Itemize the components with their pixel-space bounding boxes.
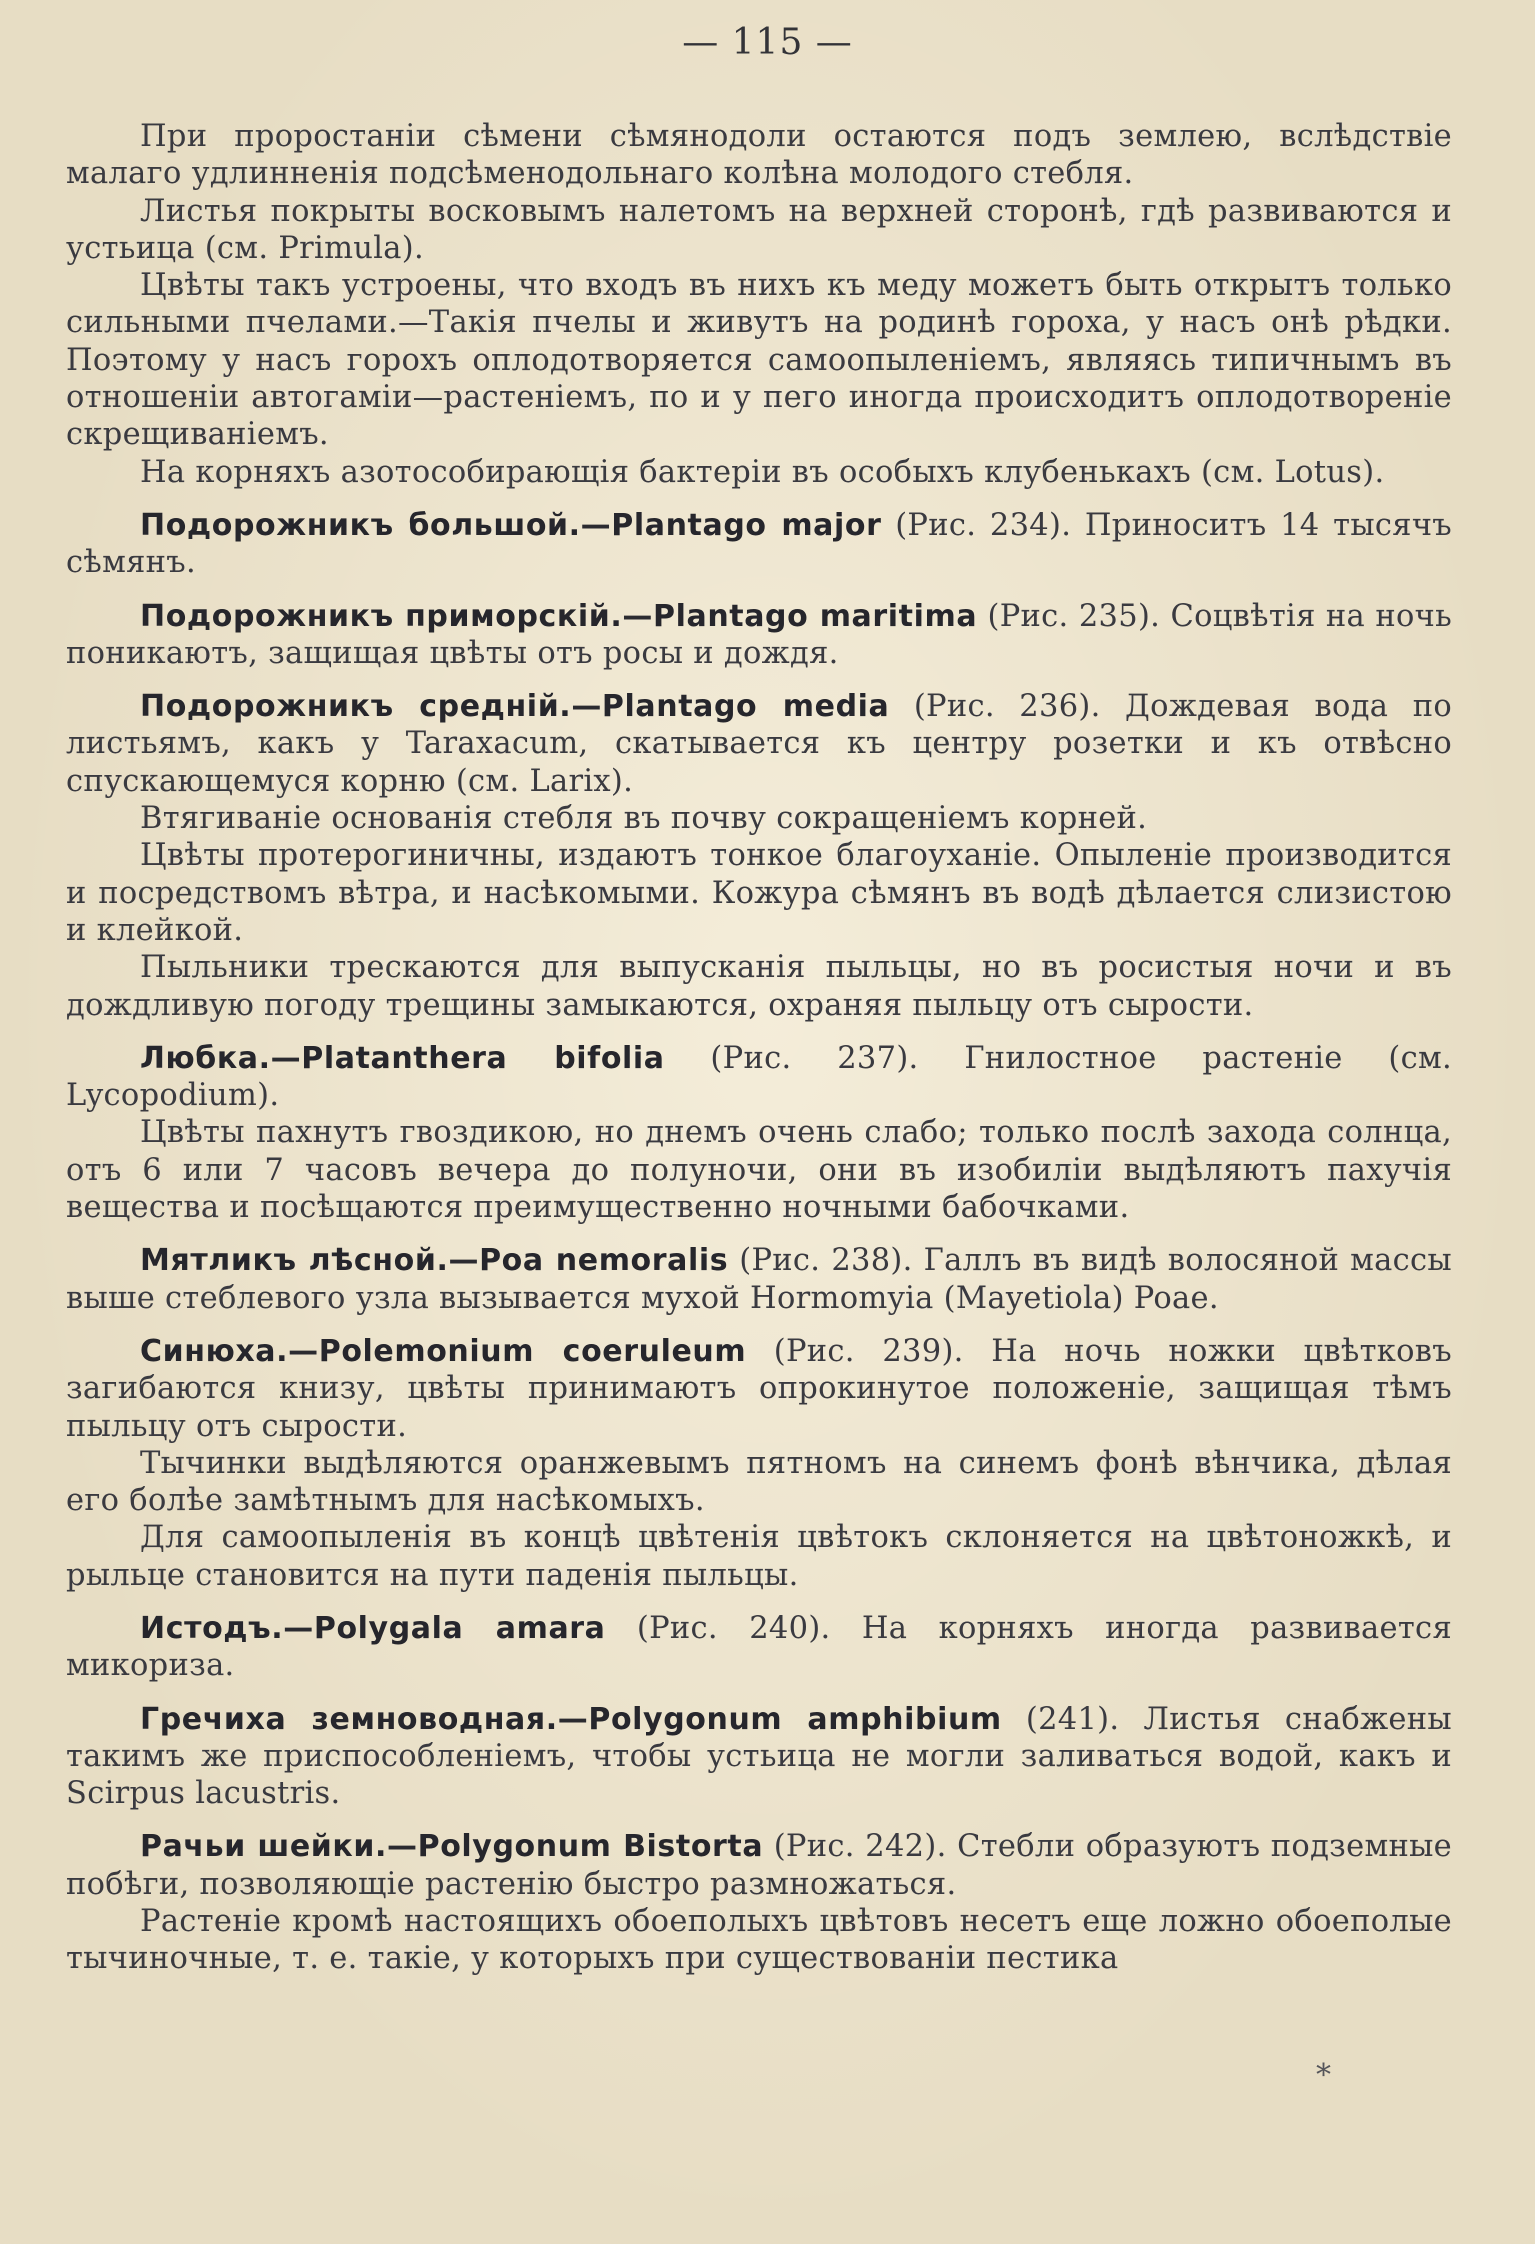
entry-lead — [66, 688, 1452, 800]
entry-text: (Рис. 237). Гнилостное растеніе (см. Lycopodium). — [66, 1040, 1452, 1114]
entry-dash: — — [288, 1333, 319, 1369]
entry-text: (Рис. 235). Соцвѣтія на ночь поникаютъ, защищая цвѣты отъ росы и дождя. — [66, 598, 1452, 671]
entry-russian-name: Подорожникъ большой. — [140, 507, 581, 543]
entry-latin-name: Plantago major — [611, 507, 882, 543]
entry-latin-name: Polemonium coeruleum — [318, 1333, 747, 1369]
entry-plantago-maritima — [66, 598, 1452, 673]
entry-latin-name: Plantago maritima — [653, 598, 978, 634]
entry-russian-name: Подорожникъ приморскій. — [140, 598, 623, 634]
entry-lead — [66, 1828, 1452, 1903]
entry-polygala-amara — [66, 1610, 1452, 1685]
entry-dash: — — [557, 1701, 589, 1737]
entry-latin-name: Poa nemoralis — [479, 1243, 729, 1279]
page-number: — 115 — — [682, 22, 853, 63]
entry-russian-name: Гречиха земноводная. — [140, 1701, 558, 1737]
continuation-block — [66, 118, 1452, 491]
entry-lead — [66, 1610, 1452, 1685]
entry-paragraph: Тычинки выдѣляются оранжевымъ пятномъ на синемъ фонѣ вѣнчика, дѣлая его болѣе замѣтнымъ для насѣкомыхъ. — [66, 1445, 1452, 1519]
entry-russian-name: Мятликъ лѣсной. — [140, 1243, 449, 1279]
entry-paragraph: Растеніе кромѣ настоящихъ обоеполыхъ цвѣтовъ несетъ еще ложно обоеполые тычиночные, т. е. такіе, у которыхъ при существованіи пестика — [66, 1904, 1452, 1977]
entry-text: (Рис. 236). Дождевая вода по листьямъ, какъ у Taraxacum, скатывается къ центру розетки и къ отвѣсно спускающемуся корню (см. Larix). — [66, 689, 1452, 799]
entry-plantago-media — [66, 688, 1452, 1024]
entry-russian-name: Истодъ. — [140, 1610, 284, 1646]
entry-text: (Рис. 234). Приноситъ 14 тысячъ сѣмянъ. — [66, 507, 1452, 581]
entry-russian-name: Любка. — [140, 1040, 271, 1076]
entry-dash: — — [571, 689, 602, 725]
entry-dash: — — [622, 598, 653, 634]
entry-lead — [66, 598, 1452, 673]
entry-text: (Рис. 238). Галлъ въ видѣ волосяной массы выше стеблевого узла вызывается мухой Hormomyia (Mayetiola) Poae. — [66, 1243, 1452, 1316]
entry-plantago-major — [66, 507, 1452, 582]
continuation-paragraph: На корняхъ азотособирающія бактеріи въ особыхъ клубенькахъ (см. Lotus). — [140, 454, 1385, 490]
entry-paragraph: Цвѣты пахнутъ гвоздикою, но днемъ очень слабо; только послѣ захода солнца, отъ 6 или 7 часовъ вечера до полуночи, они въ изобиліи выдѣляютъ пахучія вещества и посѣщаются преимущественно ночными бабочками. — [66, 1115, 1452, 1226]
entry-polygonum-bistorta — [66, 1828, 1452, 1977]
entry-paragraph: Цвѣты протерогиничны, издаютъ тонкое благоуханіе. Опыленіе производится и посредствомъ вѣтра, и насѣкомыми. Кожура сѣмянъ въ водѣ дѣлается слизистою и клейкой. — [66, 838, 1452, 948]
entry-lead — [66, 1242, 1452, 1317]
entry-lead — [66, 507, 1452, 582]
entry-poa-nemoralis — [66, 1242, 1452, 1317]
entry-russian-name: Рачьи шейки. — [140, 1829, 387, 1865]
entry-paragraph: Втягиваніе основанія стебля въ почву сокращеніемъ корней. — [140, 801, 1148, 837]
entry-latin-name: Polygonum Bistorta — [417, 1829, 764, 1865]
continuation-paragraph: Листья покрыты восковымъ налетомъ на верхней сторонѣ, гдѣ развиваются и устьица (см. Primula). — [66, 193, 1452, 266]
continuation-paragraph: При проростаніи сѣмени сѣмянодоли остаются подъ землею, вслѣдствіе малаго удлинненія подсѣменодольнаго колѣна молодого стебля. — [66, 119, 1452, 192]
entry-dash: — — [387, 1829, 418, 1865]
signature-mark: * — [1316, 2058, 1331, 2093]
entry-platanthera-bifolia — [66, 1040, 1452, 1226]
entry-lead — [66, 1701, 1452, 1813]
continuation-paragraph: Цвѣты такъ устроены, что входъ въ нихъ къ меду можетъ быть открытъ только сильными пчелами.—Такія пчелы и живутъ на родинѣ гороха, у насъ онѣ рѣдки. Поэтому у насъ горохъ оплодотворяется самоопыленіемъ, являясь типичнымъ въ отношеніи автогаміи—растеніемъ, по и у пего иногда происходитъ оплодотвореніе скрещиваніемъ. — [66, 268, 1452, 453]
entry-latin-name: Plantago media — [601, 689, 890, 725]
entry-text: (Рис. 239). На ночь ножки цвѣтковъ загибаются книзу, цвѣты принимаютъ опрокинутое положеніе, защищая тѣмъ пыльцу отъ сырости. — [66, 1333, 1452, 1444]
entry-russian-name: Подорожникъ средній. — [140, 689, 572, 725]
entry-latin-name: Polygonum amphibium — [588, 1701, 1002, 1737]
entry-polemonium-coeruleum — [66, 1333, 1452, 1594]
entry-dash: — — [283, 1610, 314, 1646]
entry-dash: — — [580, 507, 612, 543]
entry-lead — [66, 1040, 1452, 1115]
entry-latin-name: Polygala amara — [313, 1610, 606, 1646]
entry-paragraph: Для самоопыленія въ концѣ цвѣтенія цвѣтокъ склоняется на цвѣтоножкѣ, и рыльце становится на пути паденія пыльцы. — [66, 1520, 1452, 1593]
entry-text: (Рис. 240). На корняхъ иногда развивается микориза. — [66, 1610, 1452, 1684]
entry-lead — [66, 1333, 1452, 1445]
entry-dash: — — [270, 1040, 302, 1076]
entry-text: (241). Листья снабжены такимъ же приспособленіемъ, чтобы устьица не могли заливаться водой, какъ и Scirpus lacustris. — [66, 1701, 1452, 1812]
entry-latin-name: Platanthera bifolia — [301, 1040, 665, 1076]
entry-dash: — — [448, 1243, 480, 1279]
entry-russian-name: Синюха. — [140, 1333, 289, 1369]
text-body — [66, 118, 1452, 1978]
entry-polygonum-amphibium — [66, 1701, 1452, 1813]
entry-paragraph: Пыльники трескаются для выпусканія пыльцы, но въ росистыя ночи и въ дождливую погоду трещины замыкаются, охраняя пыльцу отъ сырости. — [66, 950, 1452, 1023]
entry-text: (Рис. 242). Стебли образуютъ подземные побѣги, позволяющіе растенію быстро размножаться. — [66, 1829, 1453, 1902]
